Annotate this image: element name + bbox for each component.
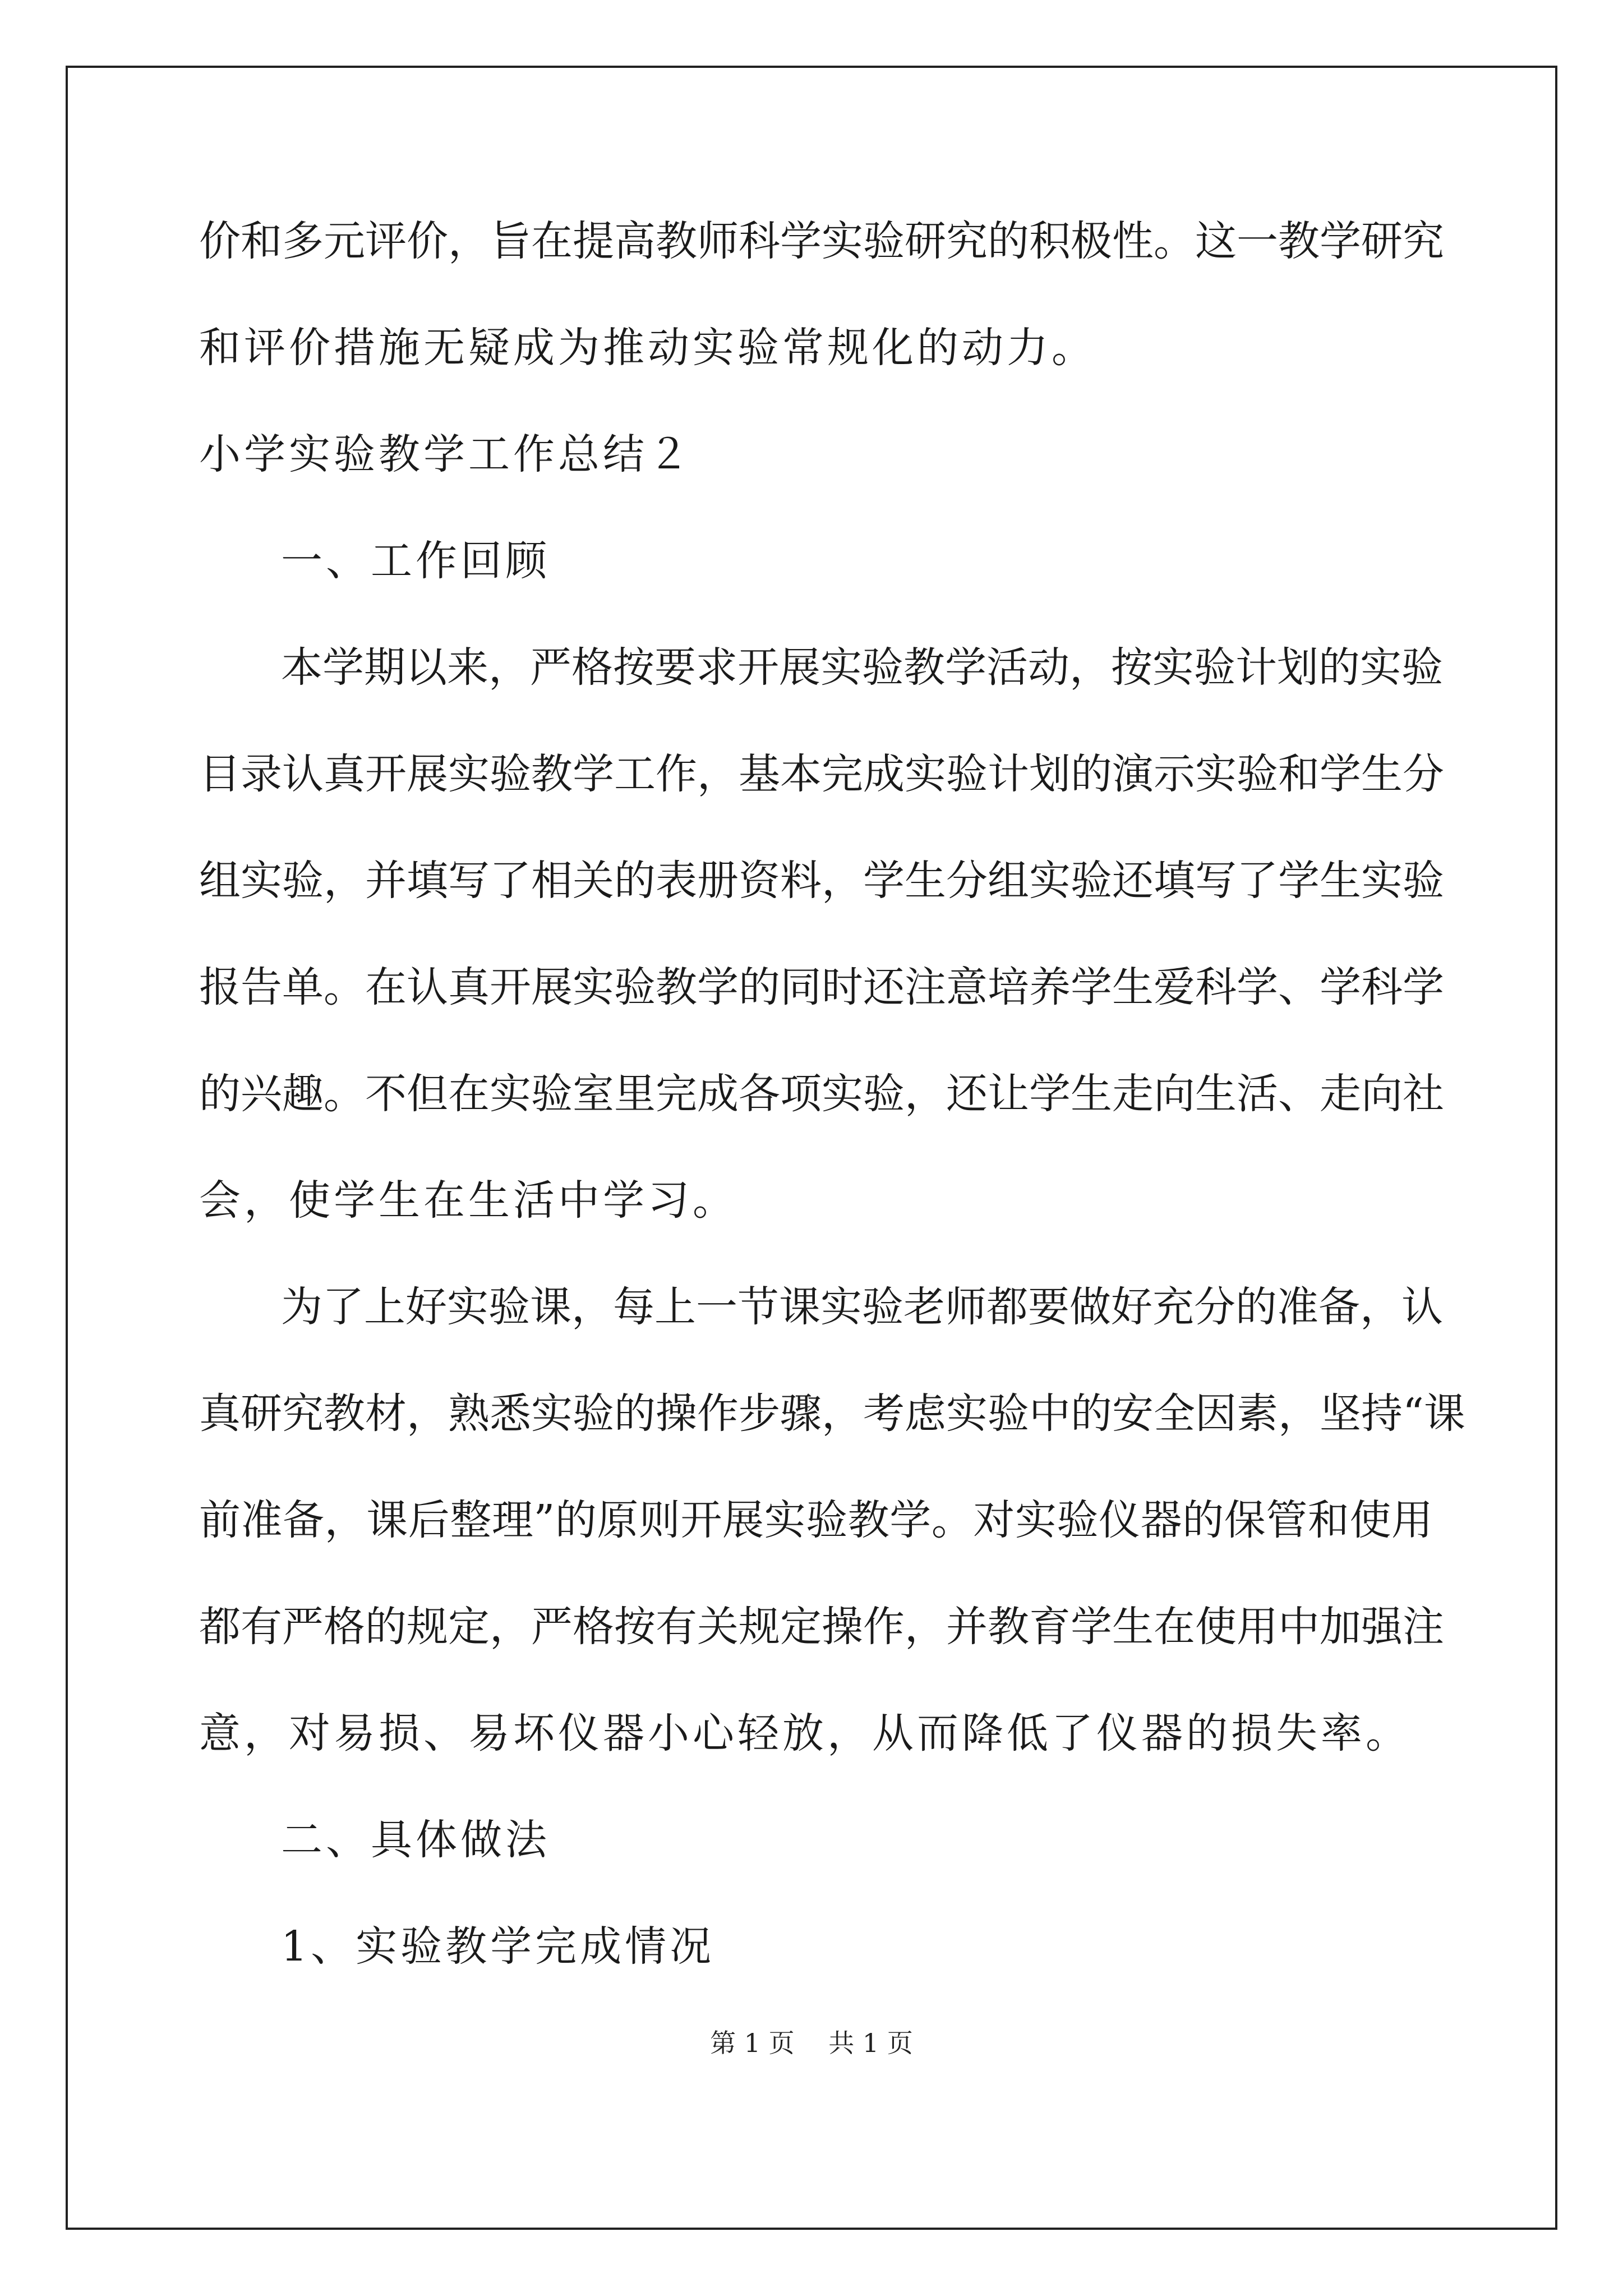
section-title: 小学实验教学工作总结２ bbox=[199, 430, 693, 478]
paragraph-line: 和评价措施无疑成为推动实验常规化的动力。 bbox=[199, 324, 1096, 372]
paragraph-line: 价和多元评价，旨在提高教师科学实验研究的积极性。这一教学研究 bbox=[199, 217, 1444, 265]
paragraph-line: 报告单。在认真开展实验教学的同时还注意培养学生爱科学、学科学 bbox=[199, 963, 1444, 1011]
paragraph-line: 前准备，课后整理”的原则开展实验教学。对实验仪器的保管和使用 bbox=[199, 1496, 1433, 1544]
paragraph-line: 会，使学生在生活中学习。 bbox=[199, 1176, 737, 1225]
paragraph-line: 目录认真开展实验教学工作，基本完成实验计划的演示实验和学生分 bbox=[199, 750, 1444, 798]
paragraph-line: 本学期以来，严格按要求开展实验教学活动，按实验计划的实验 bbox=[281, 643, 1443, 692]
paragraph-line: 组实验，并填写了相关的表册资料，学生分组实验还填写了学生实验 bbox=[199, 857, 1444, 905]
paragraph-line: 为了上好实验课，每上一节课实验老师都要做好充分的准备，认 bbox=[281, 1283, 1443, 1331]
paragraph-line: 真研究教材，熟悉实验的操作步骤，考虑实验中的安全因素，坚持“课 bbox=[199, 1389, 1465, 1438]
paragraph-line: 的兴趣。不但在实验室里完成各项实验，还让学生走向生活、走向社 bbox=[199, 1070, 1444, 1118]
paragraph-line: 都有严格的规定，严格按有关规定操作，并教育学生在使用中加强注 bbox=[199, 1603, 1444, 1651]
heading-work-review: 一、工作回顾 bbox=[281, 537, 550, 585]
page-footer: 第 1 页 共 1 页 bbox=[710, 2028, 913, 2058]
subheading-completion: 1、实验教学完成情况 bbox=[281, 1922, 715, 1971]
paragraph-line: 意，对易损、易坏仪器小心轻放，从而降低了仪器的损失率。 bbox=[199, 1709, 1410, 1757]
page-border bbox=[66, 66, 1557, 2230]
heading-specific-methods: 二、具体做法 bbox=[281, 1816, 550, 1864]
